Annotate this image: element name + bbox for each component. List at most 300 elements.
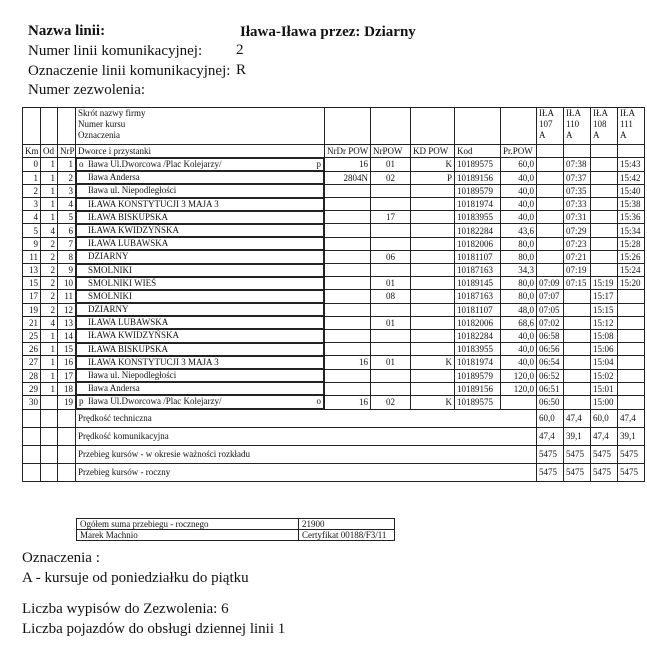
permit-label: Numer zezwolenia: bbox=[28, 82, 146, 98]
time-cell: 15:12 bbox=[591, 316, 618, 329]
time-cell bbox=[564, 395, 591, 409]
table-row bbox=[23, 264, 645, 277]
summary-row bbox=[23, 427, 645, 445]
blank-cell bbox=[41, 445, 58, 463]
nrpow-cell bbox=[371, 329, 411, 342]
nrpow-cell: 17 bbox=[371, 211, 411, 224]
kdpow-cell: K bbox=[411, 356, 455, 369]
time-cell: 07:05 bbox=[537, 303, 564, 316]
summary-label: Prędkość techniczna bbox=[76, 409, 537, 427]
summary-value: 47,4 bbox=[564, 409, 591, 427]
stop-cell bbox=[76, 277, 324, 290]
course-mark: A bbox=[566, 130, 573, 140]
stop-name: IŁAWA KWIDZYŃSKA bbox=[88, 330, 180, 341]
table-row bbox=[23, 329, 645, 342]
nrp-cell: 8 bbox=[58, 250, 76, 263]
time-cell bbox=[564, 303, 591, 316]
line-code-label: Oznaczenie linii komunikacyjnej: bbox=[28, 63, 231, 79]
summary-value: 5475 bbox=[537, 463, 564, 481]
stop-prefix: p bbox=[79, 396, 84, 407]
nrdr-cell: 16 bbox=[325, 395, 371, 409]
km-cell: 1 bbox=[23, 171, 41, 184]
stop-name: IŁAWA KONSTYTUCJI 3 MAJA 3 bbox=[88, 356, 219, 367]
stop-prefix: o bbox=[79, 159, 84, 169]
time-cell: 15:01 bbox=[591, 382, 618, 395]
stop-prefix bbox=[79, 370, 88, 381]
kdpow-cell bbox=[411, 277, 455, 290]
time-cell bbox=[564, 290, 591, 303]
km-cell: 4 bbox=[23, 211, 41, 224]
stop-prefix bbox=[79, 172, 88, 183]
km-cell: 25 bbox=[23, 329, 41, 342]
nrpow-cell bbox=[371, 224, 411, 237]
nrp-cell: 16 bbox=[58, 356, 76, 369]
time-cell bbox=[564, 316, 591, 329]
summary-value: 47,4 bbox=[618, 409, 645, 427]
table-row bbox=[23, 184, 645, 197]
pr-cell: 80,0 bbox=[501, 277, 537, 290]
nrdr-cell bbox=[325, 369, 371, 382]
time-cell: 07:35 bbox=[564, 184, 591, 197]
stop-cell bbox=[76, 290, 324, 303]
od-cell: 2 bbox=[41, 237, 58, 250]
time-cell bbox=[618, 369, 645, 382]
nrp-cell: 7 bbox=[58, 237, 76, 250]
blank-cell bbox=[23, 445, 41, 463]
pr-cell: 80,0 bbox=[501, 237, 537, 250]
stop-cell bbox=[76, 184, 324, 197]
nrdr-cell bbox=[325, 290, 371, 303]
summary-value: 5475 bbox=[537, 445, 564, 463]
course-firm: IŁA bbox=[566, 108, 581, 118]
kdpow-cell: P bbox=[411, 171, 455, 184]
totals-person: Marek Machnio bbox=[77, 530, 299, 541]
nrp-cell: 5 bbox=[58, 211, 76, 224]
time-cell: 06:50 bbox=[537, 395, 564, 409]
time-cell: 15:42 bbox=[618, 171, 645, 184]
time-cell bbox=[591, 211, 618, 224]
time-cell bbox=[591, 224, 618, 237]
summary-value: 60,0 bbox=[591, 409, 618, 427]
kod-cell: 10189575 bbox=[455, 395, 501, 409]
nrp-cell: 19 bbox=[58, 395, 76, 409]
line-code-value: R bbox=[236, 62, 247, 78]
stop-name: Iława Andersa bbox=[88, 172, 140, 183]
kod-cell: 10182284 bbox=[455, 329, 501, 342]
pr-cell: 60,0 bbox=[501, 158, 537, 172]
time-cell bbox=[564, 329, 591, 342]
pr-cell: 43,6 bbox=[501, 224, 537, 237]
stop-cell bbox=[76, 316, 324, 329]
kod-cell: 10187163 bbox=[455, 290, 501, 303]
stop-prefix bbox=[79, 357, 88, 368]
stop-prefix bbox=[79, 238, 88, 249]
table-row bbox=[23, 290, 645, 303]
nrp-cell: 2 bbox=[58, 171, 76, 184]
course-header bbox=[591, 108, 618, 145]
time-cell: 15:20 bbox=[618, 277, 645, 290]
time-cell bbox=[591, 158, 618, 172]
time-cell: 15:02 bbox=[591, 369, 618, 382]
nrp-cell: 6 bbox=[58, 224, 76, 237]
time-cell: 07:37 bbox=[564, 171, 591, 184]
km-cell: 5 bbox=[23, 224, 41, 237]
blank-cell bbox=[23, 463, 41, 481]
time-cell: 15:17 bbox=[591, 290, 618, 303]
stop-prefix bbox=[79, 278, 88, 289]
nrdr-cell bbox=[325, 343, 371, 356]
stop-prefix bbox=[79, 304, 88, 315]
summary-value: 5475 bbox=[564, 445, 591, 463]
nrdr-cell bbox=[325, 316, 371, 329]
blank-cell bbox=[23, 409, 41, 427]
table-row bbox=[23, 237, 645, 250]
course-mark: A bbox=[593, 130, 600, 140]
pr-cell: 40,0 bbox=[501, 356, 537, 369]
stop-cell bbox=[76, 395, 324, 408]
time-cell: 06:58 bbox=[537, 329, 564, 342]
kdpow-cell bbox=[411, 316, 455, 329]
table-row bbox=[23, 369, 645, 382]
pr-cell bbox=[501, 395, 537, 409]
time-cell bbox=[618, 316, 645, 329]
stop-cell bbox=[76, 224, 324, 237]
time-cell bbox=[618, 303, 645, 316]
pr-cell: 120,0 bbox=[501, 369, 537, 382]
time-cell bbox=[618, 329, 645, 342]
time-cell bbox=[537, 171, 564, 184]
table-row bbox=[23, 211, 645, 224]
time-cell: 07:31 bbox=[564, 211, 591, 224]
line-number-label: Numer linii komunikacyjnej: bbox=[28, 43, 203, 59]
summary-value: 5475 bbox=[591, 445, 618, 463]
kod-cell: 10189156 bbox=[455, 382, 501, 395]
od-cell bbox=[41, 395, 58, 409]
time-cell bbox=[618, 395, 645, 409]
course-num: 110 bbox=[566, 119, 580, 129]
time-cell: 15:43 bbox=[618, 158, 645, 172]
stop-suffix: o bbox=[316, 396, 321, 407]
stop-prefix bbox=[79, 383, 88, 394]
km-cell: 28 bbox=[23, 369, 41, 382]
time-cell: 06:56 bbox=[537, 343, 564, 356]
kdpow-cell bbox=[411, 250, 455, 263]
time-cell: 15:28 bbox=[618, 237, 645, 250]
column-header-km: Km bbox=[23, 145, 41, 158]
stop-name: SMOLNIKI WIEŚ bbox=[88, 277, 157, 288]
stop-name: IŁAWA LUBAWSKA bbox=[88, 317, 169, 328]
time-cell: 15:24 bbox=[618, 264, 645, 277]
nrp-cell: 11 bbox=[58, 290, 76, 303]
course-header-labels bbox=[76, 108, 325, 145]
time-cell: 07:02 bbox=[537, 316, 564, 329]
totals-table bbox=[76, 518, 395, 541]
kdpow-cell bbox=[411, 343, 455, 356]
time-cell: 15:38 bbox=[618, 198, 645, 211]
kdpow-cell bbox=[411, 329, 455, 342]
time-cell bbox=[537, 211, 564, 224]
nrpow-cell: 01 bbox=[371, 356, 411, 369]
nrdr-cell bbox=[325, 264, 371, 277]
nrp-cell: 15 bbox=[58, 343, 76, 356]
nrpow-cell bbox=[371, 343, 411, 356]
od-cell: 2 bbox=[41, 277, 58, 290]
pr-cell: 120,0 bbox=[501, 382, 537, 395]
time-cell bbox=[537, 198, 564, 211]
nrp-cell: 18 bbox=[58, 382, 76, 395]
summary-value: 5475 bbox=[618, 463, 645, 481]
km-cell: 15 bbox=[23, 277, 41, 290]
course-header-label: Skrót nazwy firmy bbox=[78, 108, 146, 118]
course-num: 107 bbox=[539, 119, 553, 129]
column-header-nrp: NrP bbox=[58, 145, 76, 158]
stop-cell bbox=[76, 369, 324, 382]
nrp-cell: 17 bbox=[58, 369, 76, 382]
stop-name: IŁAWA KONSTYTUCJI 3 MAJA 3 bbox=[88, 198, 219, 209]
nrdr-cell bbox=[325, 303, 371, 316]
nrdr-cell: 2804N bbox=[325, 171, 371, 184]
line-name-value: Iława-Iława przez: Dziarny bbox=[240, 24, 416, 40]
nrp-cell: 9 bbox=[58, 264, 76, 277]
kdpow-cell bbox=[411, 264, 455, 277]
nrpow-cell bbox=[371, 184, 411, 197]
nrpow-cell bbox=[371, 237, 411, 250]
time-cell: 07:09 bbox=[537, 277, 564, 290]
time-cell: 15:06 bbox=[591, 343, 618, 356]
time-cell bbox=[537, 237, 564, 250]
course-header bbox=[537, 108, 564, 145]
stop-prefix bbox=[79, 225, 88, 236]
stop-prefix bbox=[79, 199, 88, 210]
stop-cell bbox=[76, 329, 324, 342]
table-row bbox=[23, 198, 645, 211]
summary-value: 39,1 bbox=[564, 427, 591, 445]
nrp-cell: 1 bbox=[58, 158, 76, 172]
kod-cell: 10182006 bbox=[455, 316, 501, 329]
od-cell: 1 bbox=[41, 343, 58, 356]
od-cell: 1 bbox=[41, 329, 58, 342]
stop-prefix bbox=[79, 265, 88, 276]
time-cell bbox=[537, 158, 564, 172]
kod-cell: 10189575 bbox=[455, 158, 501, 172]
km-cell: 3 bbox=[23, 198, 41, 211]
marks-label: Oznaczenia : bbox=[22, 550, 100, 566]
time-cell bbox=[564, 382, 591, 395]
stop-cell bbox=[76, 264, 324, 277]
course-header bbox=[564, 108, 591, 145]
kod-cell: 10189579 bbox=[455, 184, 501, 197]
nrpow-cell: 02 bbox=[371, 395, 411, 409]
kod-cell: 10189156 bbox=[455, 171, 501, 184]
time-cell: 15:04 bbox=[591, 356, 618, 369]
time-cell: 15:15 bbox=[591, 303, 618, 316]
time-cell: 07:21 bbox=[564, 250, 591, 263]
time-cell bbox=[591, 198, 618, 211]
time-cell bbox=[537, 184, 564, 197]
table-row bbox=[23, 171, 645, 184]
table-row bbox=[23, 303, 645, 316]
time-cell: 07:15 bbox=[564, 277, 591, 290]
vehicles-count: Liczba pojazdów do obsługi dziennej linii 1 bbox=[22, 621, 286, 637]
nrpow-cell: 06 bbox=[371, 250, 411, 263]
od-cell: 1 bbox=[41, 184, 58, 197]
kdpow-cell bbox=[411, 290, 455, 303]
kdpow-cell: K bbox=[411, 158, 455, 172]
time-cell bbox=[537, 250, 564, 263]
course-header-label: Oznaczenia bbox=[78, 130, 120, 140]
kod-cell: 10181107 bbox=[455, 250, 501, 263]
summary-label: Prędkość komunikacyjna bbox=[76, 427, 537, 445]
od-cell: 2 bbox=[41, 290, 58, 303]
pr-cell: 40,0 bbox=[501, 211, 537, 224]
km-cell: 0 bbox=[23, 158, 41, 172]
kod-cell: 10181974 bbox=[455, 356, 501, 369]
stop-suffix: p bbox=[316, 159, 321, 169]
nrpow-cell: 02 bbox=[371, 171, 411, 184]
stop-name: SMOLNIKI bbox=[88, 290, 132, 301]
summary-row bbox=[23, 445, 645, 463]
kod-cell: 10181974 bbox=[455, 198, 501, 211]
time-cell bbox=[591, 264, 618, 277]
blank-cell bbox=[58, 108, 76, 145]
nrdr-cell bbox=[325, 198, 371, 211]
kdpow-cell bbox=[411, 211, 455, 224]
time-cell: 07:29 bbox=[564, 224, 591, 237]
blank-cell bbox=[41, 427, 58, 445]
kod-cell: 10189579 bbox=[455, 369, 501, 382]
stop-name: Iława ul. Niepodległości bbox=[88, 185, 177, 196]
nrp-cell: 13 bbox=[58, 316, 76, 329]
pr-cell: 40,0 bbox=[501, 343, 537, 356]
table-row bbox=[23, 343, 645, 356]
stop-name: DZIARNY bbox=[88, 251, 129, 262]
od-cell: 4 bbox=[41, 316, 58, 329]
stop-name: Iława Ul.Dworcowa /Plac Kolejarzy/ bbox=[88, 159, 222, 169]
nrp-cell: 14 bbox=[58, 329, 76, 342]
stop-name: Iława Ul.Dworcowa /Plac Kolejarzy/ bbox=[88, 396, 222, 407]
nrpow-cell: 01 bbox=[371, 277, 411, 290]
stop-cell bbox=[76, 158, 324, 171]
summary-label: Przebieg kursów - roczny bbox=[76, 463, 537, 481]
blank-cell bbox=[564, 145, 591, 158]
table-row bbox=[23, 158, 645, 172]
blank-cell bbox=[23, 427, 41, 445]
pr-cell: 40,0 bbox=[501, 171, 537, 184]
course-firm: IŁA bbox=[539, 108, 554, 118]
kdpow-cell bbox=[411, 224, 455, 237]
summary-value: 47,4 bbox=[537, 427, 564, 445]
kdpow-cell bbox=[411, 382, 455, 395]
km-cell: 11 bbox=[23, 250, 41, 263]
stop-name: Iława ul. Niepodległości bbox=[88, 370, 177, 380]
blank-cell bbox=[41, 463, 58, 481]
kod-cell: 10187163 bbox=[455, 264, 501, 277]
course-firm: IŁA bbox=[620, 108, 635, 118]
stop-name: DZIARNY bbox=[88, 304, 129, 315]
pr-cell: 40,0 bbox=[501, 329, 537, 342]
blank-cell bbox=[41, 409, 58, 427]
kod-cell: 10183955 bbox=[455, 343, 501, 356]
time-cell bbox=[618, 356, 645, 369]
course-header-label: Numer kursu bbox=[78, 119, 126, 129]
time-cell: 15:19 bbox=[591, 277, 618, 290]
table-row bbox=[23, 316, 645, 329]
blank-cell bbox=[501, 108, 537, 145]
stop-cell bbox=[76, 343, 324, 356]
time-cell: 15:40 bbox=[618, 184, 645, 197]
column-header-od: Od bbox=[41, 145, 58, 158]
blank-cell bbox=[591, 145, 618, 158]
totals-value: 21900 bbox=[299, 519, 395, 530]
stop-name: SMOLNIKI bbox=[88, 264, 132, 275]
kdpow-cell bbox=[411, 198, 455, 211]
column-header-stop: Dworce i przystanki bbox=[76, 145, 325, 158]
time-cell bbox=[591, 171, 618, 184]
timetable bbox=[22, 107, 645, 482]
blank-cell bbox=[58, 445, 76, 463]
column-header-kdpow: KD POW bbox=[411, 145, 455, 158]
blank-cell bbox=[58, 463, 76, 481]
blank-cell bbox=[411, 108, 455, 145]
stop-cell bbox=[76, 211, 324, 224]
column-header-kod: Kod bbox=[455, 145, 501, 158]
course-header-row bbox=[23, 108, 645, 145]
time-cell bbox=[591, 237, 618, 250]
nrpow-cell bbox=[371, 198, 411, 211]
stop-cell bbox=[76, 356, 324, 369]
time-cell: 07:19 bbox=[564, 264, 591, 277]
od-cell: 2 bbox=[41, 264, 58, 277]
stop-name: Iława Andersa bbox=[88, 383, 140, 394]
table-row bbox=[23, 395, 645, 409]
stop-cell bbox=[76, 382, 324, 395]
km-cell: 30 bbox=[23, 395, 41, 409]
km-cell: 29 bbox=[23, 382, 41, 395]
pr-cell: 68,6 bbox=[501, 316, 537, 329]
blank-cell bbox=[537, 145, 564, 158]
nrdr-cell: 16 bbox=[325, 158, 371, 172]
kdpow-cell bbox=[411, 237, 455, 250]
stop-name: IŁAWA BISKUPSKA bbox=[88, 343, 169, 354]
km-cell: 21 bbox=[23, 316, 41, 329]
time-cell: 15:34 bbox=[618, 224, 645, 237]
table-row bbox=[23, 277, 645, 290]
od-cell: 2 bbox=[41, 303, 58, 316]
blank-cell bbox=[455, 108, 501, 145]
kod-cell: 10182006 bbox=[455, 237, 501, 250]
nrdr-cell bbox=[325, 211, 371, 224]
column-header-row bbox=[23, 145, 645, 158]
nrp-cell: 12 bbox=[58, 303, 76, 316]
nrpow-cell bbox=[371, 303, 411, 316]
kdpow-cell bbox=[411, 369, 455, 382]
table-row bbox=[23, 356, 645, 369]
time-cell bbox=[591, 184, 618, 197]
nrp-cell: 4 bbox=[58, 198, 76, 211]
stop-prefix bbox=[79, 317, 88, 328]
od-cell: 1 bbox=[41, 171, 58, 184]
course-mark: A bbox=[620, 130, 627, 140]
od-cell: 2 bbox=[41, 250, 58, 263]
time-cell: 15:08 bbox=[591, 329, 618, 342]
time-cell bbox=[564, 343, 591, 356]
pr-cell: 80,0 bbox=[501, 250, 537, 263]
nrdr-cell bbox=[325, 250, 371, 263]
stop-prefix bbox=[79, 185, 88, 196]
km-cell: 2 bbox=[23, 184, 41, 197]
nrpow-cell bbox=[371, 264, 411, 277]
time-cell bbox=[537, 224, 564, 237]
